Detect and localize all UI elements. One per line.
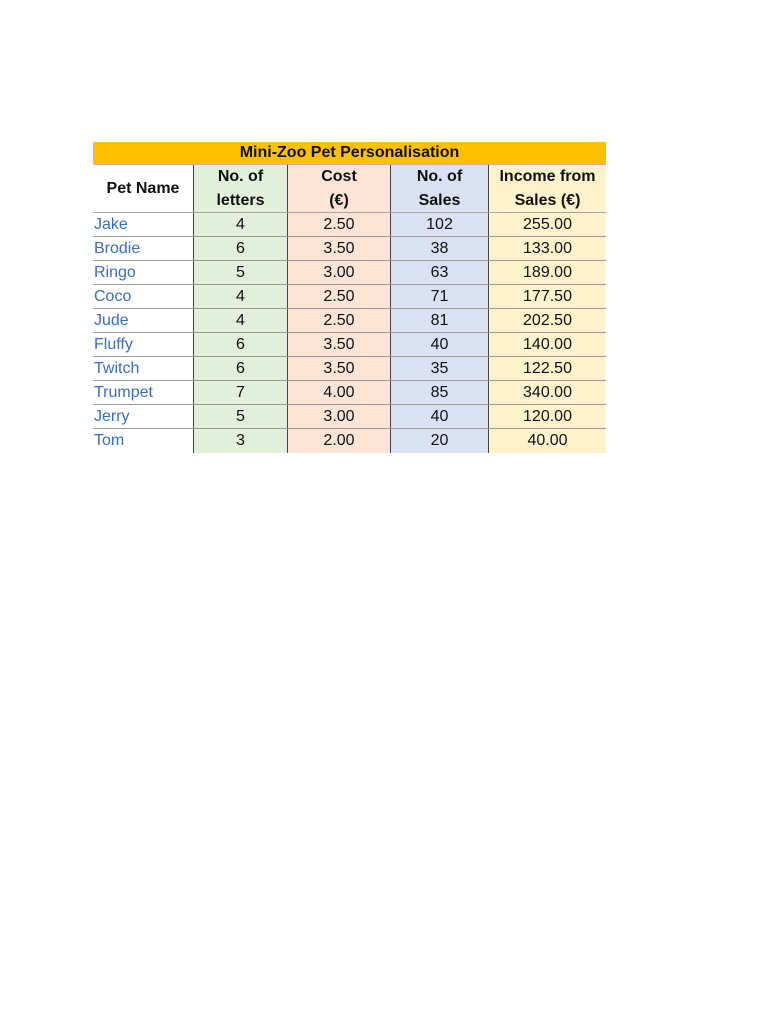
pet-name-cell[interactable]: Brodie (93, 237, 193, 260)
table-row (93, 405, 606, 429)
letters-cell[interactable]: 5 (193, 261, 287, 284)
income-cell[interactable]: 40.00 (488, 429, 606, 453)
header-row (93, 165, 606, 213)
cost-cell[interactable]: 2.50 (287, 309, 390, 332)
table-row (93, 309, 606, 333)
letters-cell[interactable]: 4 (193, 213, 287, 236)
header-no-of-letters: No. of letters (193, 165, 287, 212)
income-cell[interactable]: 189.00 (488, 261, 606, 284)
sales-cell[interactable]: 38 (390, 237, 488, 260)
sales-cell[interactable]: 20 (390, 429, 488, 453)
income-cell[interactable]: 177.50 (488, 285, 606, 308)
pet-name-cell[interactable]: Jake (93, 213, 193, 236)
income-cell[interactable]: 122.50 (488, 357, 606, 380)
table-body (93, 213, 606, 453)
pet-name-cell[interactable]: Trumpet (93, 381, 193, 404)
table-row (93, 261, 606, 285)
cost-cell[interactable]: 3.00 (287, 261, 390, 284)
sales-cell[interactable]: 102 (390, 213, 488, 236)
header-no-of-sales: No. of Sales (390, 165, 488, 212)
sales-cell[interactable]: 63 (390, 261, 488, 284)
pet-name-cell[interactable]: Jerry (93, 405, 193, 428)
income-cell[interactable]: 133.00 (488, 237, 606, 260)
cost-cell[interactable]: 3.50 (287, 357, 390, 380)
pet-name-cell[interactable]: Tom (93, 429, 193, 453)
sales-cell[interactable]: 85 (390, 381, 488, 404)
letters-cell[interactable]: 6 (193, 357, 287, 380)
sales-cell[interactable]: 40 (390, 333, 488, 356)
pet-personalisation-table (93, 142, 606, 453)
pet-name-cell[interactable]: Coco (93, 285, 193, 308)
income-cell[interactable]: 340.00 (488, 381, 606, 404)
header-cost: Cost (€) (287, 165, 390, 212)
income-cell[interactable]: 120.00 (488, 405, 606, 428)
sales-cell[interactable]: 71 (390, 285, 488, 308)
table-row (93, 213, 606, 237)
income-cell[interactable]: 140.00 (488, 333, 606, 356)
header-income-from-sales: Income from Sales (€) (488, 165, 606, 212)
letters-cell[interactable]: 4 (193, 309, 287, 332)
sales-cell[interactable]: 40 (390, 405, 488, 428)
letters-cell[interactable]: 3 (193, 429, 287, 453)
letters-cell[interactable]: 7 (193, 381, 287, 404)
table-row (93, 285, 606, 309)
cost-cell[interactable]: 2.00 (287, 429, 390, 453)
table-row (93, 333, 606, 357)
sales-cell[interactable]: 35 (390, 357, 488, 380)
letters-cell[interactable]: 6 (193, 237, 287, 260)
cost-cell[interactable]: 4.00 (287, 381, 390, 404)
letters-cell[interactable]: 5 (193, 405, 287, 428)
sales-cell[interactable]: 81 (390, 309, 488, 332)
income-cell[interactable]: 255.00 (488, 213, 606, 236)
income-cell[interactable]: 202.50 (488, 309, 606, 332)
table-title: Mini-Zoo Pet Personalisation (93, 142, 606, 165)
pet-name-cell[interactable]: Fluffy (93, 333, 193, 356)
cost-cell[interactable]: 3.00 (287, 405, 390, 428)
letters-cell[interactable]: 4 (193, 285, 287, 308)
table-row (93, 381, 606, 405)
cost-cell[interactable]: 3.50 (287, 333, 390, 356)
table-row (93, 357, 606, 381)
cost-cell[interactable]: 2.50 (287, 285, 390, 308)
letters-cell[interactable]: 6 (193, 333, 287, 356)
header-pet-name: Pet Name (93, 165, 193, 212)
pet-name-cell[interactable]: Twitch (93, 357, 193, 380)
table-row (93, 237, 606, 261)
pet-name-cell[interactable]: Ringo (93, 261, 193, 284)
cost-cell[interactable]: 2.50 (287, 213, 390, 236)
table-row (93, 429, 606, 453)
cost-cell[interactable]: 3.50 (287, 237, 390, 260)
pet-name-cell[interactable]: Jude (93, 309, 193, 332)
